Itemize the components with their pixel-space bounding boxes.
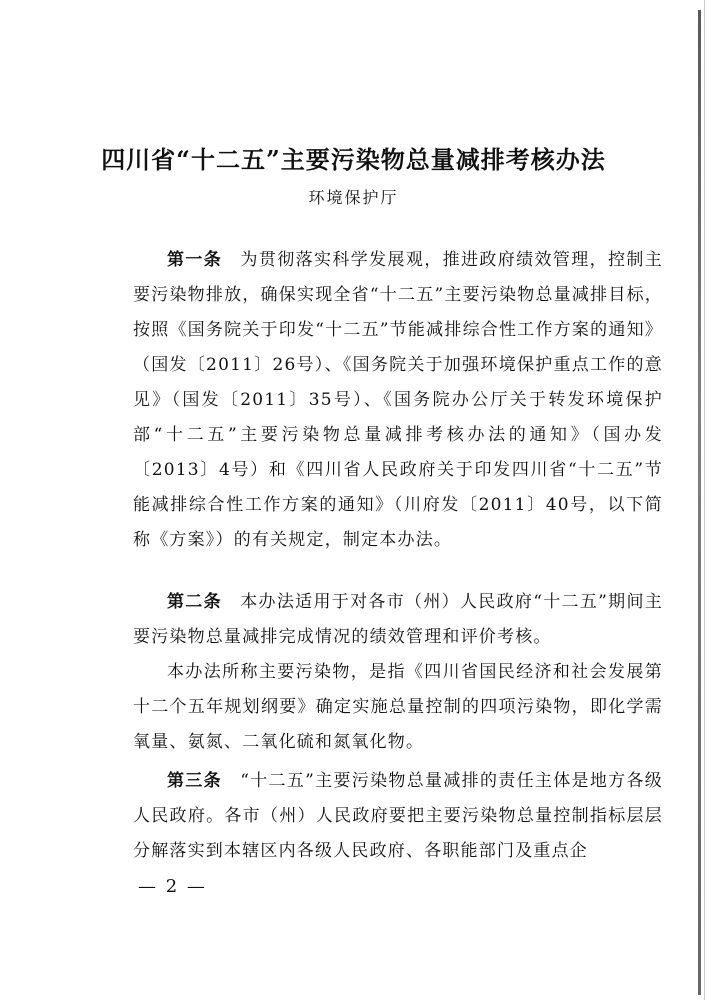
article-number: 第三条 (167, 771, 222, 791)
paragraph-article-2 (133, 585, 663, 655)
document-issuer: 环境保护厅 (308, 188, 399, 207)
page-number: — 2 — (138, 876, 207, 897)
paragraph-text: 本办法适用于对各市（州）人民政府“十二五”期间主要污染物总量减排完成情况的绩效管理和评价考核。 (133, 592, 663, 647)
paragraph-text: 本办法所称主要污染物，是指《四川省国民经济和社会发展第十二个五年规划纲要》确定实施总量控制的四项污染物，即化学需氧量、氨氮、二氧化硫和氮氧化物。 (133, 662, 663, 752)
paragraph-pollutants-definition (133, 655, 663, 760)
article-number: 第二条 (167, 592, 222, 612)
paragraph-article-3 (133, 764, 663, 869)
article-number: 第一条 (167, 250, 223, 270)
paragraph-text: “十二五”主要污染物总量减排的责任主体是地方各级人民政府。各市（州）人民政府要把主要污染物总量控制指标层层分解落实到本辖区内各级人民政府、各职能部门及重点企 (133, 771, 663, 861)
document-title: 四川省“十二五”主要污染物总量减排考核办法 (101, 145, 606, 174)
paragraph-text: 为贯彻落实科学发展观，推进政府绩效管理，控制主要污染物排放，确保实现全省“十二五”主要污染物总量减排目标，按照《国务院关于印发“十二五”节能减排综合性工作方案的通知》（国发〔2011〕26号）、《国务院关于加强环境保护重点工作的意见》（国发〔2011〕35号）、《国务院办公厅关于转发环境保护部“十二五”主要污染物总量减排考核办法的通知》（国办发〔2013〕4号）和《四川省人民政府关于印发四川省“十二五”节能减排综合性工作方案的通知》（川府发〔2011〕40号，以下简称《方案》）的有关规定，制定本办法。 (133, 250, 663, 550)
paragraph-article-1 (133, 243, 663, 558)
